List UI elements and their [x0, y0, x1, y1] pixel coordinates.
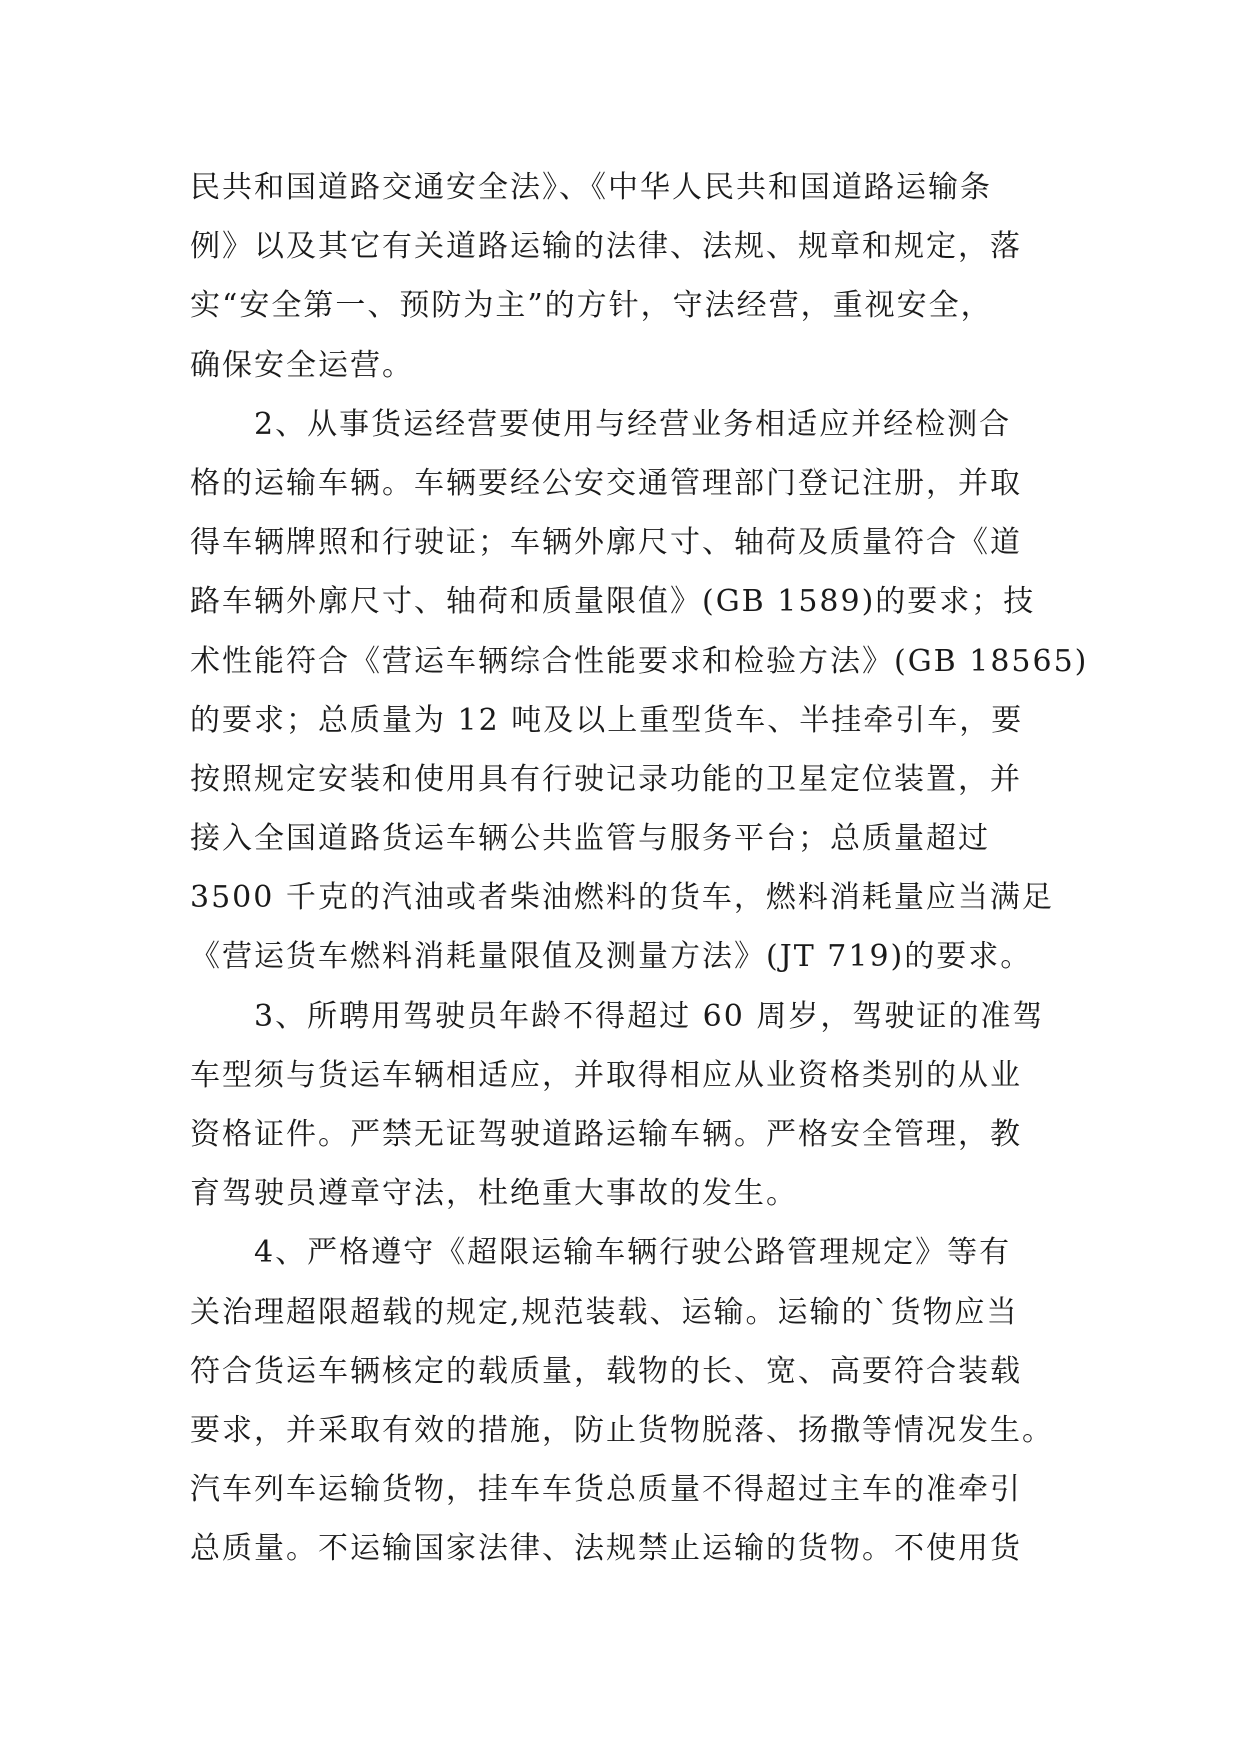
text-line: 育驾驶员遵章守法，杜绝重大事故的发生。	[190, 1176, 798, 1212]
text-line: 4、严格遵守《超限运输车辆行驶公路管理规定》等有	[254, 1235, 1012, 1271]
text-line: 要求，并采取有效的措施，防止货物脱落、扬撒等情况发生。	[190, 1412, 1054, 1448]
text-line: 资格证件。严禁无证驾驶道路运输车辆。严格安全管理，教	[190, 1117, 1022, 1152]
text-line: 关治理超限超载的规定,规范装载、运输。运输的`货物应当	[190, 1294, 1019, 1330]
text-line: 符合货运车辆核定的载质量，载物的长、宽、高要符合装载	[190, 1353, 1022, 1389]
text-line: 民共和国道路交通安全法》、《中华人民共和国道路运输条	[190, 170, 992, 205]
text-line: 按照规定安装和使用具有行驶记录功能的卫星定位装置，并	[190, 761, 1022, 797]
text-line: 术性能符合《营运车辆综合性能要求和检验方法》(GB 18565)	[190, 643, 1089, 679]
text-line: 格的运输车辆。车辆要经公安交通管理部门登记注册，并取	[190, 465, 1022, 501]
text-line: 例》以及其它有关道路运输的法律、法规、规章和规定，落	[190, 229, 1022, 265]
text-line: 实“安全第一、预防为主”的方针，守法经营，重视安全，	[190, 288, 993, 324]
text-line: 3500 千克的汽油或者柴油燃料的货车，燃料消耗量应当满足	[190, 880, 1054, 916]
text-line: 2、从事货运经营要使用与经营业务相适应并经检测合	[254, 406, 1012, 442]
text-line: 总质量。不运输国家法律、法规禁止运输的货物。不使用货	[190, 1531, 1022, 1567]
text-line: 的要求；总质量为 12 吨及以上重型货车、半挂牵引车，要	[190, 702, 1024, 738]
text-line: 《营运货车燃料消耗量限值及测量方法》(JT 719)的要求。	[190, 939, 1033, 975]
text-line: 汽车列车运输货物，挂车车货总质量不得超过主车的准牵引	[190, 1472, 1022, 1508]
text-line: 接入全国道路货运车辆公共监管与服务平台；总质量超过	[190, 821, 990, 857]
text-line: 确保安全运营。	[190, 347, 414, 383]
text-line: 路车辆外廓尺寸、轴荷和质量限值》(GB 1589)的要求；技	[190, 584, 1036, 620]
text-line: 3、所聘用驾驶员年龄不得超过 60 周岁，驾驶证的准驾	[254, 998, 1045, 1034]
document-body	[190, 158, 1089, 1579]
text-line: 车型须与货运车辆相适应，并取得相应从业资格类别的从业	[190, 1057, 1022, 1093]
text-line: 得车辆牌照和行驶证；车辆外廓尺寸、轴荷及质量符合《道	[190, 525, 1022, 561]
